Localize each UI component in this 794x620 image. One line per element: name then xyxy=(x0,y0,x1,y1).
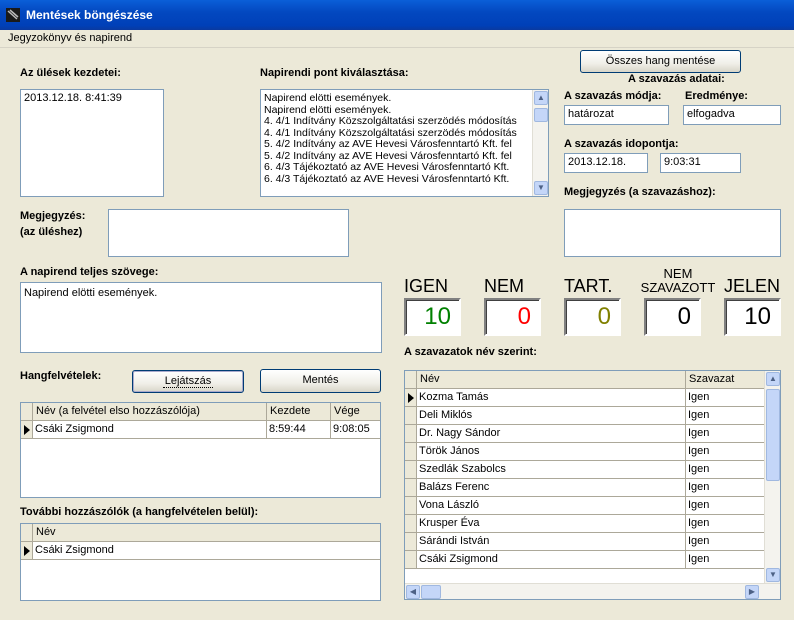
row-selector[interactable] xyxy=(21,542,33,560)
present-count-display: 10 xyxy=(724,298,781,336)
scroll-thumb[interactable] xyxy=(421,585,441,599)
row-selector[interactable] xyxy=(405,479,417,497)
agenda-item[interactable]: 4. 4/1 Indítvány Közszolgáltatási szerzödés módosítás xyxy=(264,115,517,127)
other-speakers-grid[interactable] xyxy=(20,523,381,601)
scroll-down-icon[interactable]: ▼ xyxy=(766,568,780,582)
other-speakers-col-name[interactable]: Név xyxy=(33,524,381,542)
voter-name-cell[interactable]: Sárándi István xyxy=(417,533,686,551)
voter-name-cell[interactable]: Kozma Tamás xyxy=(417,389,686,407)
meeting-comment-field[interactable] xyxy=(108,209,349,257)
voter-name-cell[interactable]: Vona László xyxy=(417,497,686,515)
agenda-item[interactable]: Napirend elötti események. xyxy=(264,93,392,104)
recordings-label: Hangfelvételek: xyxy=(20,370,102,382)
row-selector[interactable] xyxy=(405,551,417,569)
recording-start-cell[interactable]: 8:59:44 xyxy=(267,421,331,439)
recordings-grid[interactable] xyxy=(20,402,381,498)
no-count-label: NEM xyxy=(484,276,524,296)
recordings-col-start[interactable]: Kezdete xyxy=(267,403,331,421)
scroll-down-icon[interactable]: ▼ xyxy=(534,181,548,195)
vote-date-field[interactable]: 2013.12.18. xyxy=(564,153,648,173)
agenda-text-field[interactable]: Napirend elötti események. xyxy=(20,282,382,353)
agenda-item[interactable]: Napirend elötti események. xyxy=(264,103,392,116)
row-selector[interactable] xyxy=(405,497,417,515)
vote-value-cell[interactable]: Igen xyxy=(686,425,766,443)
agenda-item[interactable]: 5. 4/2 Indítvány az AVE Hevesi Városfenntartó Kft. fel xyxy=(264,149,512,162)
not-voted-count-label xyxy=(636,267,720,295)
menu-bar xyxy=(0,30,794,48)
scroll-thumb[interactable] xyxy=(766,389,780,481)
agenda-scrollbar[interactable] xyxy=(532,90,548,196)
current-row-icon xyxy=(24,546,30,556)
grid-corner xyxy=(21,403,33,421)
vote-value-cell[interactable]: Igen xyxy=(686,497,766,515)
vote-mode-field[interactable]: határozat xyxy=(564,105,669,125)
vote-result-label: Eredménye: xyxy=(685,90,748,102)
recording-end-cell[interactable]: 9:08:05 xyxy=(331,421,381,439)
voter-name-cell[interactable]: Deli Miklós xyxy=(417,407,686,425)
not-voted-count-display: 0 xyxy=(644,298,701,336)
vote-value-cell[interactable]: Igen xyxy=(686,515,766,533)
vote-value-cell[interactable]: Igen xyxy=(686,407,766,425)
not-voted-label-line1: NEM xyxy=(663,266,693,281)
row-selector[interactable] xyxy=(405,515,417,533)
recordings-col-end[interactable]: Vége xyxy=(331,403,381,421)
row-selector[interactable] xyxy=(21,421,33,439)
grid-corner xyxy=(21,524,33,542)
yes-count-label: IGEN xyxy=(404,276,449,296)
vote-value-cell[interactable]: Igen xyxy=(686,461,766,479)
app-icon xyxy=(6,8,20,22)
abstain-count-display: 0 xyxy=(564,298,621,336)
session-item[interactable]: 2013.12.18. 8:41:39 xyxy=(24,92,122,104)
current-row-icon xyxy=(408,393,414,403)
agenda-item[interactable]: 6. 4/3 Tájékoztató az AVE Hevesi Városfenntartó Kft. xyxy=(264,161,510,173)
play-button-label: Lejátszás xyxy=(164,375,212,387)
row-selector[interactable] xyxy=(405,533,417,551)
other-speakers-label: További hozzászólók (a hangfelvételen belül): xyxy=(20,506,259,518)
meeting-comment-sublabel: (az üléshez) xyxy=(20,226,83,238)
vote-value-cell[interactable]: Igen xyxy=(686,533,766,551)
meeting-comment-label: Megjegyzés: xyxy=(20,210,86,222)
window-title: Mentések böngészése xyxy=(26,8,153,22)
scroll-right-icon[interactable]: ▶ xyxy=(745,585,759,599)
scroll-up-icon[interactable]: ▲ xyxy=(534,91,548,105)
sessions-listbox[interactable] xyxy=(20,89,164,197)
vote-time-field[interactable]: 9:03:31 xyxy=(660,153,741,173)
recording-name-cell[interactable]: Csáki Zsigmond xyxy=(33,421,267,439)
menu-item-minutes[interactable]: Jegyzokönyv és napirend xyxy=(8,32,133,44)
present-count-label: JELEN xyxy=(724,276,781,296)
votes-col-name[interactable]: Név xyxy=(417,371,686,389)
votes-col-vote[interactable]: Szavazat xyxy=(686,371,766,389)
agenda-item[interactable]: 6. 4/3 Tájékoztató az AVE Hevesi Városfenntartó Kft. xyxy=(264,172,510,185)
vote-value-cell[interactable]: Igen xyxy=(686,389,766,407)
vote-mode-label: A szavazás módja: xyxy=(564,90,662,102)
voter-name-cell[interactable]: Krusper Éva xyxy=(417,515,686,533)
vote-value-cell[interactable]: Igen xyxy=(686,551,766,569)
vote-value-cell[interactable]: Igen xyxy=(686,479,766,497)
yes-count-display: 10 xyxy=(404,298,461,336)
voter-name-cell[interactable]: Csáki Zsigmond xyxy=(417,551,686,569)
recordings-col-name[interactable]: Név (a felvétel elso hozzászólója) xyxy=(33,403,267,421)
voter-name-cell[interactable]: Dr. Nagy Sándor xyxy=(417,425,686,443)
vote-result-field[interactable]: elfogadva xyxy=(683,105,781,125)
current-row-icon xyxy=(24,425,30,435)
agenda-item[interactable]: 5. 4/2 Indítvány az AVE Hevesi Városfenntartó Kft. fel xyxy=(264,138,512,150)
votes-horizontal-scrollbar[interactable] xyxy=(405,583,780,599)
vote-comment-field[interactable] xyxy=(564,209,781,257)
grid-corner xyxy=(405,371,417,389)
votes-vertical-scrollbar[interactable] xyxy=(764,371,780,583)
row-selector[interactable] xyxy=(405,389,417,407)
play-button[interactable] xyxy=(132,370,244,393)
other-speaker-name-cell[interactable]: Csáki Zsigmond xyxy=(33,542,381,560)
vote-data-header: A szavazás adatai: xyxy=(628,73,725,85)
title-bar[interactable] xyxy=(0,0,794,30)
scroll-thumb[interactable] xyxy=(534,108,548,122)
not-voted-label-line2: SZAVAZOTT xyxy=(640,280,716,295)
vote-comment-label: Megjegyzés (a szavazáshoz): xyxy=(564,186,716,198)
scroll-left-icon[interactable]: ◀ xyxy=(406,585,420,599)
save-recording-button[interactable]: Mentés xyxy=(260,369,381,393)
agenda-text-label: A napirend teljes szövege: xyxy=(20,266,159,278)
row-selector[interactable] xyxy=(405,425,417,443)
voter-name-cell[interactable]: Török János xyxy=(417,443,686,461)
vote-time-label: A szavazás idopontja: xyxy=(564,138,679,150)
sessions-label: Az ülések kezdetei: xyxy=(20,67,121,79)
row-selector[interactable] xyxy=(405,461,417,479)
agenda-listbox[interactable] xyxy=(260,89,549,197)
votes-by-name-grid[interactable] xyxy=(404,370,781,600)
voter-name-cell[interactable]: Balázs Ferenc xyxy=(417,479,686,497)
voter-name-cell[interactable]: Szedlák Szabolcs xyxy=(417,461,686,479)
save-all-audio-button[interactable]: Összes hang mentése xyxy=(580,50,741,73)
vote-value-cell[interactable]: Igen xyxy=(686,443,766,461)
scroll-up-icon[interactable]: ▲ xyxy=(766,372,780,386)
row-selector[interactable] xyxy=(405,443,417,461)
no-count-display: 0 xyxy=(484,298,541,336)
agenda-item[interactable]: 4. 4/1 Indítvány Közszolgáltatási szerzödés módosítás xyxy=(264,126,517,139)
agenda-label: Napirendi pont kiválasztása: xyxy=(260,67,409,79)
row-selector[interactable] xyxy=(405,407,417,425)
votes-by-name-label: A szavazatok név szerint: xyxy=(404,346,537,358)
abstain-count-label: TART. xyxy=(564,276,613,296)
